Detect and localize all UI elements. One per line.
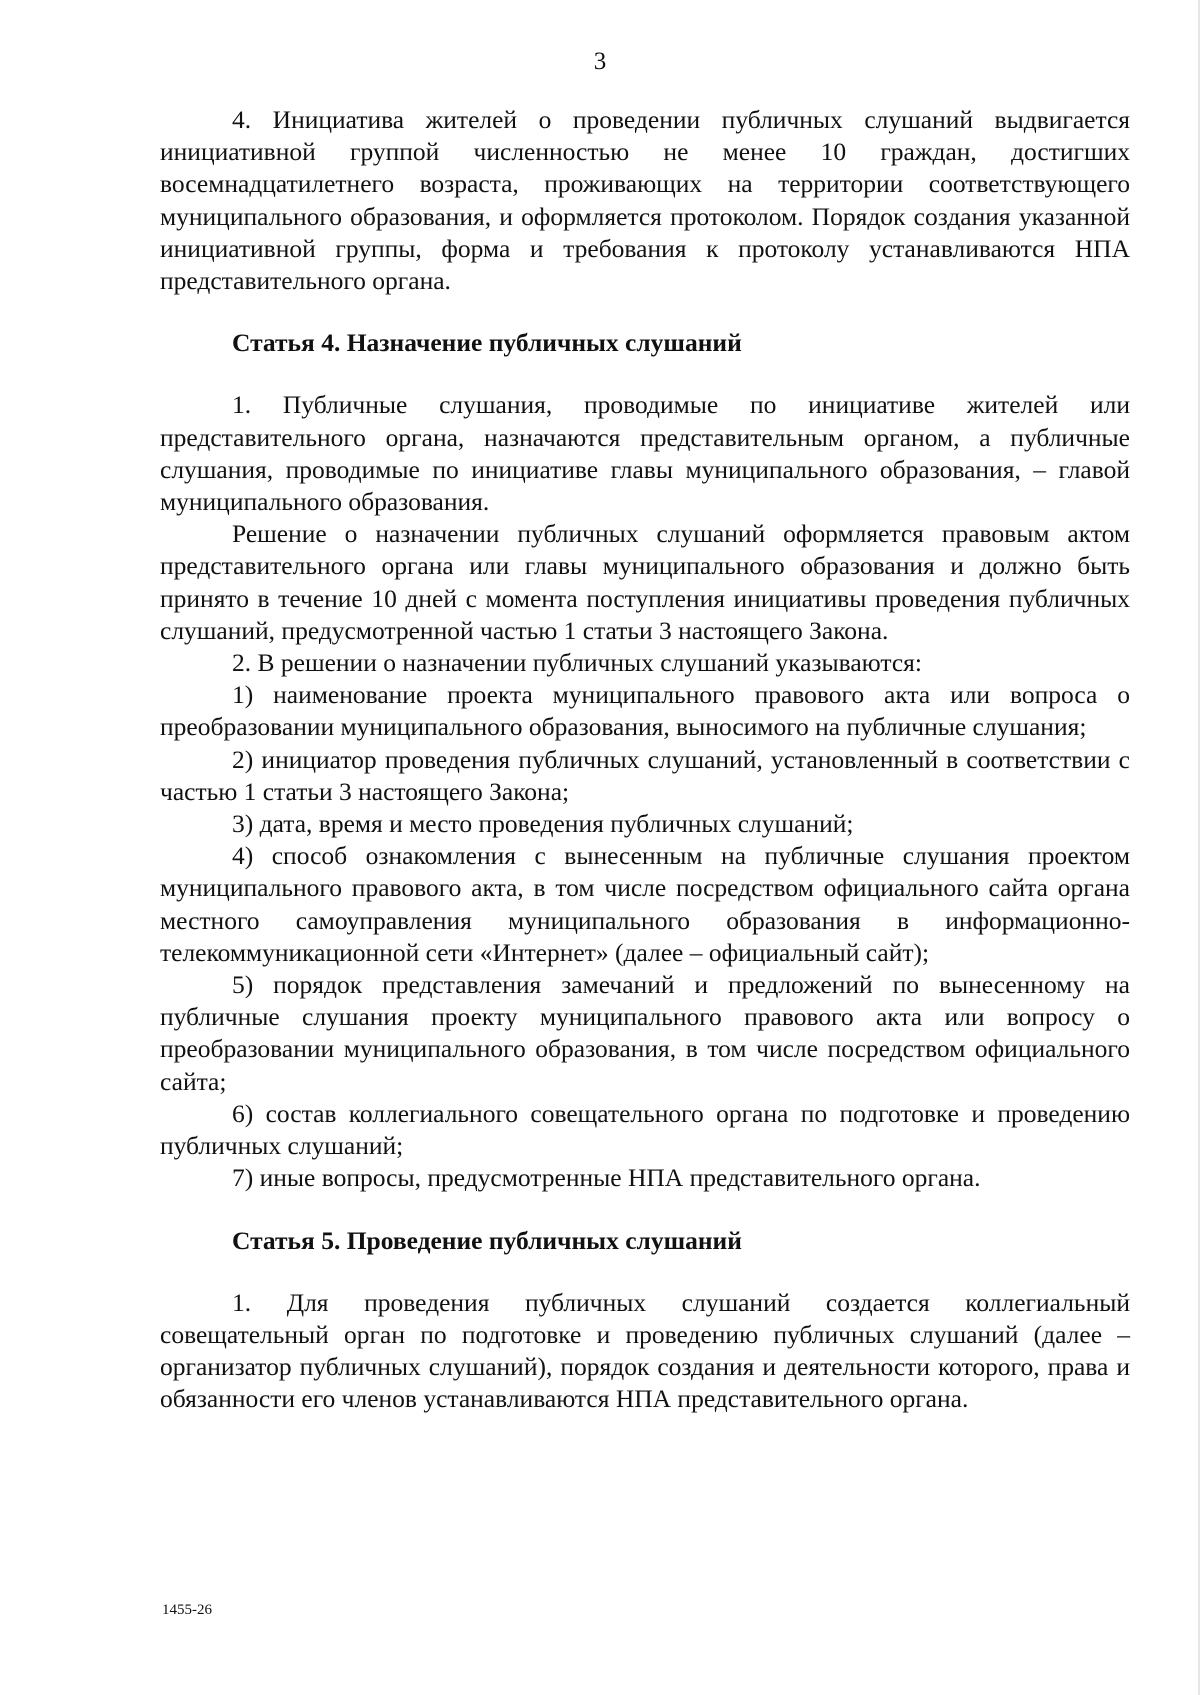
article-5-heading: Статья 5. Проведение публичных слушаний (232, 1225, 742, 1255)
list-item-1: 1) наименование проекта муниципального правового акта или вопроса о преобразовании муниципального образования, выносимого на публичные слушания; (160, 680, 1130, 742)
list-item-7: 7) иные вопросы, предусмотренные НПА представительного органа. (232, 1163, 981, 1193)
list-item-6: 6) состав коллегиального совещательного органа по подготовке и проведению публичных слушаний; (160, 1098, 1130, 1161)
document-body (160, 104, 1130, 1416)
spacer (160, 297, 1130, 327)
page-number: 3 (593, 48, 607, 75)
paragraph-initiative: 4. Инициатива жителей о проведении публичных слушаний выдвигается инициативной группой численностью не менее 10 граждан, достигших восемнадцатилетнего возраста, проживающих на территории соответствующего муниципального образования, и оформляется протоколом. Порядок создания указанной инициативной группы, форма и требования к протоколу устанавливаются НПА представительного органа. (160, 105, 1130, 296)
article-4-paragraph-1: 1. Публичные слушания, проводимые по инициативе жителей или представительного органа, назначаются представительным органом, а публичные слушания, проводимые по инициативе главы муниципального образования, – главой муниципального образования. (160, 390, 1130, 517)
article-4-heading: Статья 4. Назначение публичных слушаний (232, 328, 742, 358)
article-5-paragraph-1: 1. Для проведения публичных слушаний создается коллегиальный совещательный орган по подготовке и проведению публичных слушаний (далее – организатор публичных слушаний), порядок создания и деятельности которого, права и обязанности его членов устанавливаются НПА представительного органа. (160, 1287, 1130, 1414)
list-item-5: 5) порядок представления замечаний и предложений по вынесенному на публичные слушания проекту муниципального правового акта или вопросу о преобразовании муниципального образования, в том числе посредством официального сайта; (160, 970, 1130, 1096)
list-item-4: 4) способ ознакомления с вынесенным на публичные слушания проектом муниципального правового акта, в том числе посредством официального сайта органа местного самоуправления муниципального образования в информационно-телекоммуникационной сети «Интернет» (далее – официальный сайт); (160, 841, 1130, 967)
article-4-paragraph-decision: Решение о назначении публичных слушаний оформляется правовым актом представительного органа или главы муниципального образования и должно быть принято в течение 10 дней с момента поступления инициативы проведения публичных слушаний, предусмотренной частью 1 статьи 3 настоящего Закона. (160, 519, 1130, 645)
document-code: 1455-26 (162, 1602, 212, 1618)
article-4-paragraph-2: 2. В решении о назначении публичных слушаний указываются: (232, 648, 922, 678)
spacer (160, 1257, 1130, 1287)
list-item-2: 2) инициатор проведения публичных слушаний, установленный в соответствии с частью 1 статьи 3 настоящего Закона; (160, 744, 1130, 806)
spacer (160, 359, 1130, 389)
spacer (160, 1195, 1130, 1225)
list-item-3: 3) дата, время и место проведения публичных слушаний; (232, 809, 854, 839)
